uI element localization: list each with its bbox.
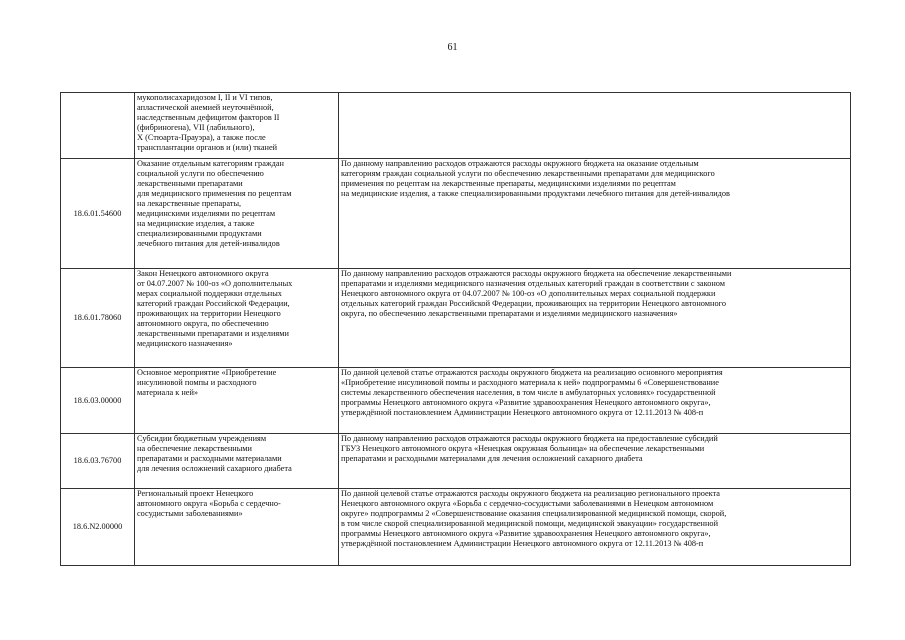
- target-code-cell: 18.6.N2.00000: [61, 489, 135, 566]
- expense-name-cell: [135, 368, 339, 434]
- expense-description-line: в том числе скорой специализированной медицинской помощи, медицинской эвакуации» государственной: [341, 519, 719, 528]
- expense-name-line: Субсидии бюджетным учреждениям: [137, 434, 267, 443]
- expense-description-line: на медицинские изделия, а также специализированными продуктами лечебного питания для детей-инвалидов: [341, 189, 730, 198]
- expense-name-line: трансплантации органов и (или) тканей: [137, 143, 278, 152]
- expense-description-cell: [339, 489, 851, 566]
- table-body: [61, 93, 851, 566]
- expense-name-line: Оказание отдельным категориям граждан: [137, 159, 284, 168]
- table-row: [61, 269, 851, 368]
- table-row: [61, 93, 851, 159]
- table-row: [61, 489, 851, 566]
- table-row: [61, 159, 851, 269]
- expense-description-line: По данному направлению расходов отражаются расходы окружного бюджета на оказание отдельным: [341, 159, 699, 168]
- expense-description-line: ГБУЗ Ненецкого автономного округа «Ненецкая окружная больница» на обеспечение лекарственными: [341, 444, 705, 453]
- expense-name-line: на обеспечение лекарственными: [137, 444, 253, 453]
- expense-description-line: Ненецкого автономного округа от 04.07.2007 № 100-оз «О дополнительных мерах социальной поддержки: [341, 289, 716, 298]
- expense-name-cell: [135, 434, 339, 489]
- expense-name-line: категорий граждан Российской Федерации,: [137, 299, 290, 308]
- expense-description-line: утверждённой постановлением Администрации Ненецкого автономного округа от 12.11.2013 № 408-п: [341, 539, 704, 548]
- expense-name-line: для лечения осложнений сахарного диабета: [137, 464, 292, 473]
- expense-description-line: программы Ненецкого автономного округа «Развитие здравоохранения Ненецкого автономного округа»,: [341, 529, 711, 538]
- expense-description-line: отдельных категорий граждан Российской Федерации, проживающих на территории Ненецкого автономного: [341, 299, 726, 308]
- expense-name-line: препаратами и расходными материалами: [137, 454, 282, 463]
- expense-name-line: лекарственными препаратами: [137, 179, 243, 188]
- expense-description-line: препаратами и изделиями медицинского назначения отдельных категорий граждан в соответствии с законом: [341, 279, 726, 288]
- expense-name-line: автономного округа, по обеспечению: [137, 319, 269, 328]
- expense-description-line: «Приобретение инсулиновой помпы и расходного материала к ней» подпрограммы 6 «Совершенствование: [341, 378, 719, 387]
- table-row: [61, 368, 851, 434]
- expense-name-line: социальной услуги по обеспечению: [137, 169, 264, 178]
- target-code-cell: [61, 93, 135, 159]
- expense-name-cell: [135, 489, 339, 566]
- expense-name-line: инсулиновой помпы и расходного: [137, 378, 257, 387]
- expense-description-cell: [339, 159, 851, 269]
- expense-description-line: применения по рецептам на лекарственные препараты, медицинскими изделиями по рецептам: [341, 179, 676, 188]
- target-code-cell: 18.6.03.00000: [61, 368, 135, 434]
- expense-description-line: категориям граждан социальной услуги по обеспечению лекарственными препаратами для медицинского: [341, 169, 715, 178]
- expense-description-line: По данному направлению расходов отражаются расходы окружного бюджета на обеспечение лекарственными: [341, 269, 732, 278]
- expense-name-line: сосудистыми заболеваниями»: [137, 509, 243, 518]
- expense-description-line: утверждённой постановлением Администрации Ненецкого автономного округа от 12.11.2013 № 408-п: [341, 408, 704, 417]
- expense-name-line: (фибриногена), VII (лабильного),: [137, 123, 255, 132]
- target-code-cell: 18.6.01.54600: [61, 159, 135, 269]
- expense-name-line: на лекарственные препараты,: [137, 199, 242, 208]
- expense-name-line: Закон Ненецкого автономного округа: [137, 269, 269, 278]
- budget-classification-table: [60, 92, 851, 566]
- expense-name-line: Основное мероприятие «Приобретение: [137, 368, 277, 377]
- expense-name-cell: [135, 159, 339, 269]
- expense-description-line: По данной целевой статье отражаются расходы окружного бюджета на реализацию регионального проекта: [341, 489, 720, 498]
- expense-name-line: от 04.07.2007 № 100-оз «О дополнительных: [137, 279, 293, 288]
- expense-name-line: медицинского назначения»: [137, 339, 233, 348]
- expense-description-line: Ненецкого автономного округа «Борьба с сердечно-сосудистыми заболеваниями в Ненецком автономном: [341, 499, 714, 508]
- expense-name-line: проживающих на территории Ненецкого: [137, 309, 281, 318]
- expense-description-cell: [339, 368, 851, 434]
- expense-name-line: мерах социальной поддержки отдельных: [137, 289, 282, 298]
- expense-name-line: наследственным дефицитом факторов II: [137, 113, 280, 122]
- expense-name-line: на медицинские изделия, а также: [137, 219, 255, 228]
- page-number: 61: [447, 42, 458, 53]
- expense-name-line: X (Стюарта-Прауэра), а также после: [137, 133, 266, 142]
- expense-description-line: системы лекарственного обеспечения населения, в том числе в амбулаторных условиях» государственной: [341, 388, 716, 397]
- expense-description-line: округа, по обеспечению лекарственными препаратами и изделиями медицинского назначения»: [341, 309, 678, 318]
- expense-name-cell: [135, 269, 339, 368]
- expense-description-line: округе» подпрограммы 2 «Совершенствование оказания специализированной медицинской помощи, скорой,: [341, 509, 727, 518]
- expense-name-line: апластической анемией неуточнённой,: [137, 103, 274, 112]
- expense-name-line: материала к ней»: [137, 388, 199, 397]
- expense-description-line: препаратами и расходными материалами для лечения осложнений сахарного диабета: [341, 454, 643, 463]
- expense-description-cell: [339, 434, 851, 489]
- expense-description-line: По данному направлению расходов отражаются расходы окружного бюджета на предоставление субсидий: [341, 434, 718, 443]
- expense-description-line: По данной целевой статье отражаются расходы окружного бюджета на реализацию основного мероприятия: [341, 368, 723, 377]
- expense-name-cell: [135, 93, 339, 159]
- expense-description-cell: [339, 269, 851, 368]
- expense-name-line: лекарственными препаратами и изделиями: [137, 329, 289, 338]
- expense-description-cell: [339, 93, 851, 159]
- expense-name-line: Региональный проект Ненецкого: [137, 489, 254, 498]
- expense-name-line: автономного округа «Борьба с сердечно-: [137, 499, 281, 508]
- target-code-cell: 18.6.03.76700: [61, 434, 135, 489]
- expense-name-line: мукополисахаридозом I, II и VI типов,: [137, 93, 273, 102]
- expense-name-line: для медицинского применения по рецептам: [137, 189, 292, 198]
- table-row: [61, 434, 851, 489]
- target-code-cell: 18.6.01.78060: [61, 269, 135, 368]
- expense-name-line: медицинскими изделиями по рецептам: [137, 209, 276, 218]
- expense-name-line: лечебного питания для детей-инвалидов: [137, 239, 280, 248]
- expense-description-line: программы Ненецкого автономного округа «Развитие здравоохранения Ненецкого автономного округа»,: [341, 398, 711, 407]
- expense-name-line: специализированными продуктами: [137, 229, 262, 238]
